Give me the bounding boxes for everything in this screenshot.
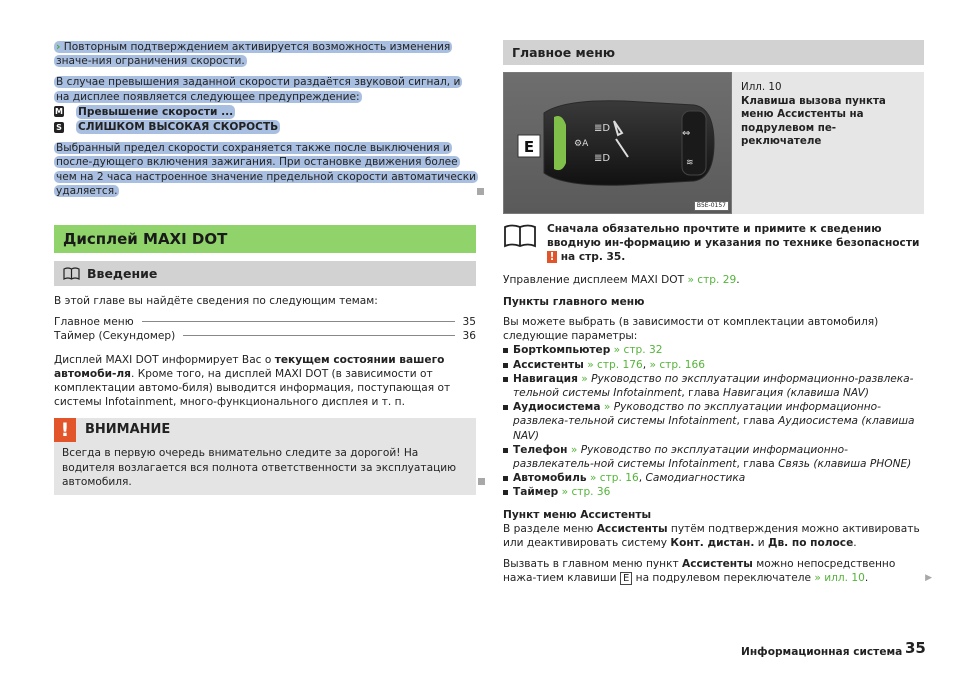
warning-text-s: СЛИШКОМ ВЫСОКАЯ СКОРОСТЬ [78,121,279,134]
control-text-main: Управление дисплеем MAXI DOT [503,273,688,286]
desc-bold: текущем состоянии вашего автомоби-ля [54,353,445,380]
toc-row[interactable] [54,329,476,343]
assist-paragraph-2 [503,557,932,585]
read-first-ref: на стр. 35. [557,251,626,264]
figure-10 [503,72,924,214]
list-item [503,443,924,471]
paragraph-memory-text: Выбранный предел скорости сохраняется также после выключения и после-дующего включения зажигания. При остановке движения более чем на 2 часа настроенное значение предельной скорости автоматически удаляется. [56,142,476,197]
left-column [54,40,476,495]
items-title: Пункты главного меню [503,295,645,308]
toc-label: Главное меню [54,316,134,329]
item-link[interactable]: » [570,443,578,456]
intro-header [54,261,476,286]
item-ref: Руководство по эксплуатации информационно-развлека-тельной системы Infotainment [513,372,914,400]
item-sep: , [642,358,650,371]
assist-bold: Конт. дистан. [670,537,755,550]
item-chapter: Навигация (клавиша NAV) [723,387,870,400]
intro-text: В этой главе вы найдёте сведения по следующим темам: [54,295,378,308]
menu-items-list [503,343,924,499]
toc-page: 36 [462,330,476,343]
paragraph-overspeed [54,75,476,103]
list-item [503,372,924,400]
item-link[interactable]: » стр. 32 [613,344,663,357]
read-first-note [503,222,924,265]
control-text [503,273,924,287]
display-s-icon: S [54,122,64,133]
paragraph-overspeed-text: В случае превышения заданной скорости раздаётся звуковой сигнал, и на дисплее появляется следующее предупреждение: [56,76,461,103]
toc-leader [183,335,454,336]
warning-box [54,418,476,495]
footer-chapter: Информационная система [741,646,903,658]
figure-illustration [503,72,732,214]
end-square-icon [477,188,484,195]
item-link[interactable]: » [603,401,611,414]
item-name: Навигация [513,372,578,385]
assist-bold: Дв. по полосе [768,537,854,550]
page-number: 35 [905,639,926,657]
book-icon [503,224,537,248]
stalk-switch-illustration [504,73,731,213]
assist-title: Пункт меню Ассистенты [503,508,652,521]
items-intro: Вы можете выбрать (в зависимости от комплектации автомобиля) следующие параметры: [503,316,879,343]
toc [54,315,476,343]
display-m-icon: M [55,107,63,117]
maxidot-description [54,353,476,410]
intro-title: Введение [87,266,158,282]
assist-text: В разделе меню [503,522,597,535]
toc-leader [142,321,455,322]
assist-paragraph-1 [503,522,924,550]
list-item [503,471,924,485]
desc-part1: Дисплей MAXI DOT информирует Вас о [54,353,275,366]
item-link[interactable]: » стр. 36 [561,486,611,499]
list-item [503,400,924,443]
item-chapter: Связь (клавиша PHONE) [778,458,912,471]
section-title-maxidot: Дисплей MAXI DOT [54,225,476,253]
svg-text:≣D: ≣D [594,153,611,164]
control-end: . [736,273,740,286]
book-icon [63,267,80,280]
assist-text: путём подтверждения можно активировать или деактивировать систему [503,522,920,550]
figure-caption-title: Клавиша вызова пункта меню Ассистенты на подрулевом пе-реключателе [741,94,886,147]
item-ref: Руководство по эксплуатации информационно-развлекатель-ной системы Infotainment [513,443,848,471]
item-link[interactable]: » стр. 16 [589,472,639,485]
warning-text-m: Превышение скорости ... [78,105,234,118]
warning-text: Всегда в первую очередь внимательно следите за дорогой! На водителя возлагается вся полнота ответственности за эксплуатацию автомобиля. [62,447,457,488]
assist-text: Вызвать в главном меню пункт [503,558,683,571]
assist-text: . [853,537,857,550]
item-ref: Руководство по эксплуатации информационно-развлека-тельной системы Infotainment [513,401,881,428]
figure-number: Илл. 10 [741,81,782,93]
assist-bold: Ассистенты [596,522,668,535]
right-column [503,40,932,586]
figure-code: B5E-0157 [694,201,729,211]
assist-bold: Ассистенты [682,558,753,571]
item-rest: , глава [736,458,779,471]
list-item [503,485,924,499]
item-name: Бортkомпьютер [513,344,611,357]
figure-link[interactable]: » илл. 10 [814,572,865,585]
desc-part2: . Кроме того, на дисплей MAXI DOT (в зависимости от комплектации автомо-биля) выводится информация, поступающая от системы Infotainment, много-функционального дисплея и т. п. [54,367,451,409]
item-name: Автомобиль [513,472,587,485]
exclamation-icon: ! [54,418,76,442]
item-rest: , глава [736,415,779,428]
assist-text: . [864,572,869,585]
control-link[interactable]: » стр. 29 [687,273,737,286]
section-title-main-menu: Главное меню [503,40,924,65]
assist-text: на подрулевом переключателе [632,572,815,585]
item-link[interactable]: » стр. 176 [587,358,643,371]
toc-row[interactable] [54,315,476,329]
end-square-icon [478,478,485,485]
item-link[interactable]: » стр. 166 [649,358,706,371]
assist-text: и [754,537,769,550]
item-chapter: Аудиосистема (клавиша NAV) [513,415,915,442]
svg-text:⇔: ⇔ [682,128,691,139]
svg-text:≋: ≋ [686,158,694,168]
paragraph-confirm-text: Повторным подтверждением активируется возможность изменения значе-ния ограничения скорости. [56,41,451,68]
warning-icon: ! [547,251,557,263]
item-link[interactable]: » [581,372,588,385]
item-rest: , [638,472,646,485]
item-name: Аудиосистема [513,401,601,414]
warning-line-s [54,120,476,134]
warning-line-m [54,105,476,119]
read-first-bold: Сначала обязательно прочтите и примите к сведению вводную ин-формацию и указания по технике безопасности [547,223,920,250]
item-rest: , глава [681,387,724,400]
item-chapter: Самодиагностика [645,472,746,485]
read-first-text [547,222,924,265]
continue-arrow-icon: ▶ [925,573,932,584]
item-name: Телефон [513,443,568,456]
toc-label: Таймер (Секундомер) [54,330,176,343]
arrow-icon: › [56,41,61,53]
list-item [503,343,924,357]
key-e-label: E [523,138,535,156]
assist-text: можно непосредственно нажа-тием клавиши [503,558,896,585]
item-name: Ассистенты [513,358,584,371]
toc-page: 35 [462,316,476,329]
svg-text:≣D: ≣D [594,123,611,134]
figure-caption [741,81,916,149]
paragraph-confirm [54,40,476,68]
warning-title: ВНИМАНИЕ [85,422,171,438]
key-e-icon: E [620,572,632,585]
item-name: Таймер [513,486,559,499]
list-item [503,358,924,372]
svg-text:⚙A: ⚙A [574,139,589,149]
paragraph-memory [54,141,476,198]
warning-header [54,418,476,442]
